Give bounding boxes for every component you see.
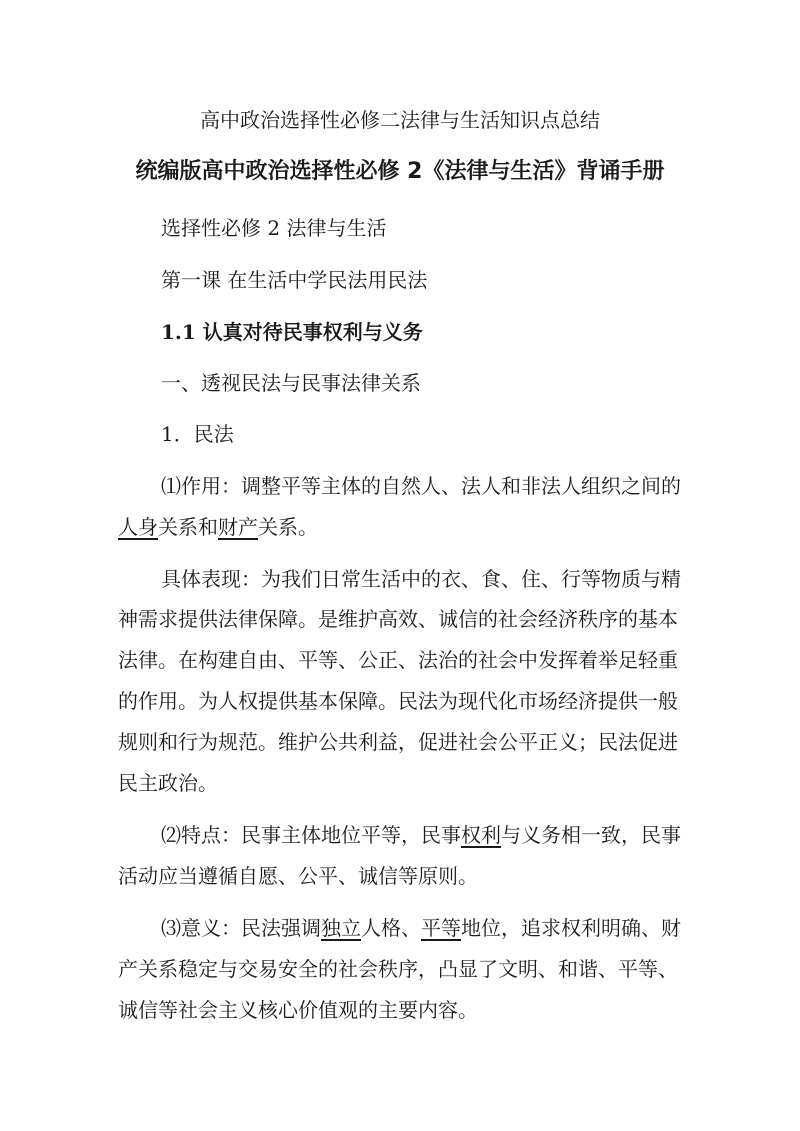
module-heading: 选择性必修 2 法律与生活 [161, 216, 387, 240]
item-heading: 1．民法 [161, 422, 234, 446]
paragraph-3-line-2: 活动应当遵循自愿、公平、诚信等原则。 [118, 864, 478, 888]
paragraph-4-line: 诚信等社会主义核心价值观的主要内容。 [118, 998, 478, 1022]
paragraph-1-line-2: 人身关系和财产关系。 [118, 515, 318, 539]
paragraph-2-line: 规则和行为规范。维护公共利益，促进社会公平正义；民法促进 [118, 730, 678, 754]
underlined-term: 权利 [461, 823, 501, 847]
paragraph-1-line-1: ⑴作用：调整平等主体的自然人、法人和非法人组织之间的 [161, 474, 681, 498]
lesson-heading: 第一课 在生活中学民法用民法 [161, 268, 428, 292]
paragraph-2-line: 神需求提供法律保障。是维护高效、诚信的社会经济秩序的基本 [118, 607, 678, 631]
document-title: 高中政治选择性必修二法律与生活知识点总结 [200, 108, 600, 132]
underlined-term: 独立 [321, 916, 361, 940]
paragraph-2-line: 的作用。为人权提供基本保障。民法为现代化市场经济提供一般 [118, 689, 678, 713]
paragraph-2-line: 具体表现：为我们日常生活中的衣、食、住、行等物质与精 [161, 567, 681, 591]
section-heading: 1.1 认真对待民事权利与义务 [161, 320, 423, 344]
paragraph-4-line-1: ⑶意义：民法强调独立人格、平等地位，追求权利明确、财 [161, 916, 681, 940]
paragraph-3-line-1: ⑵特点：民事主体地位平等，民事权利与义务相一致，民事 [161, 823, 681, 847]
paragraph-2-line: 法律。在构建自由、平等、公正、法治的社会中发挥着举足轻重 [118, 648, 678, 672]
paragraph-4-line: 产关系稳定与交易安全的社会秩序，凸显了文明、和谐、平等、 [118, 957, 678, 981]
paragraph-2-line: 民主政治。 [118, 771, 218, 795]
underlined-term: 财产 [218, 515, 258, 539]
part-heading: 一、透视民法与民事法律关系 [161, 371, 421, 395]
underlined-term: 平等 [421, 916, 461, 940]
underlined-term: 人身 [118, 515, 158, 539]
document-subtitle: 统编版高中政治选择性必修 2《法律与生活》背诵手册 [135, 159, 665, 184]
